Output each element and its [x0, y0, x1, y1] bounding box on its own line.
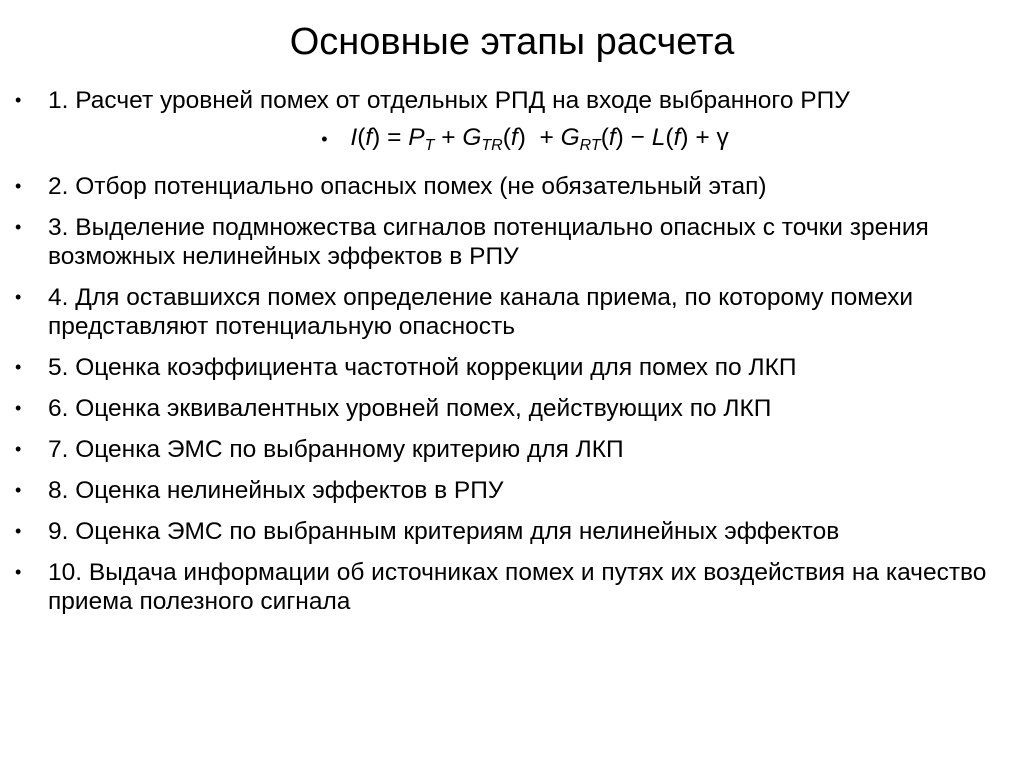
list-item — [0, 517, 1024, 546]
bullet-icon: • — [15, 90, 22, 110]
formula-item — [0, 123, 1024, 160]
bullet-icon: • — [15, 217, 22, 237]
bullet-icon: • — [15, 357, 22, 377]
list-item — [0, 353, 1024, 382]
bullet-icon: • — [321, 129, 328, 149]
list-item — [0, 213, 1024, 271]
list-item — [0, 476, 1024, 505]
list-item — [0, 558, 1024, 616]
bullet-icon: • — [15, 562, 22, 582]
step-text: 10. Выдача информации об источниках помех и путях их воздействия на качество приема полезного сигнала — [48, 559, 987, 615]
step-text: 9. Оценка ЭМС по выбранным критериям для нелинейных эффектов — [48, 518, 840, 545]
steps-list — [0, 86, 1024, 628]
step-text: 2. Отбор потенциально опасных помех (не обязательный этап) — [48, 173, 767, 200]
bullet-icon: • — [15, 480, 22, 500]
list-item — [0, 283, 1024, 341]
list-item — [0, 435, 1024, 464]
list-item — [0, 394, 1024, 423]
bullet-icon: • — [15, 398, 22, 418]
list-item — [0, 86, 1024, 115]
step-text: 5. Оценка коэффициента частотной коррекции для помех по ЛКП — [48, 354, 797, 381]
step-text: 1. Расчет уровней помех от отдельных РПД на входе выбранного РПУ — [48, 87, 850, 114]
interference-formula: $I(f) = P_T + G_{TR}(f) + G_{RT}(f) - L(f) + \gamma$ — [350, 124, 729, 154]
bullet-icon: • — [15, 521, 22, 541]
step-text: 7. Оценка ЭМС по выбранному критерию для ЛКП — [48, 436, 624, 463]
step-text: 8. Оценка нелинейных эффектов в РПУ — [48, 477, 504, 504]
slide-title: Основные этапы расчета — [289, 21, 735, 63]
bullet-icon: • — [15, 287, 22, 307]
bullet-icon: • — [15, 439, 22, 459]
step-text: 4. Для оставшихся помех определение канала приема, по которому помехи представляют потенциальную опасность — [48, 284, 914, 340]
list-item — [0, 172, 1024, 201]
step-text: 6. Оценка эквивалентных уровней помех, действующих по ЛКП — [48, 395, 772, 422]
bullet-icon: • — [15, 176, 22, 196]
step-text: 3. Выделение подмножества сигналов потенциально опасных с точки зрения возможных нелинейных эффектов в РПУ — [48, 214, 929, 270]
